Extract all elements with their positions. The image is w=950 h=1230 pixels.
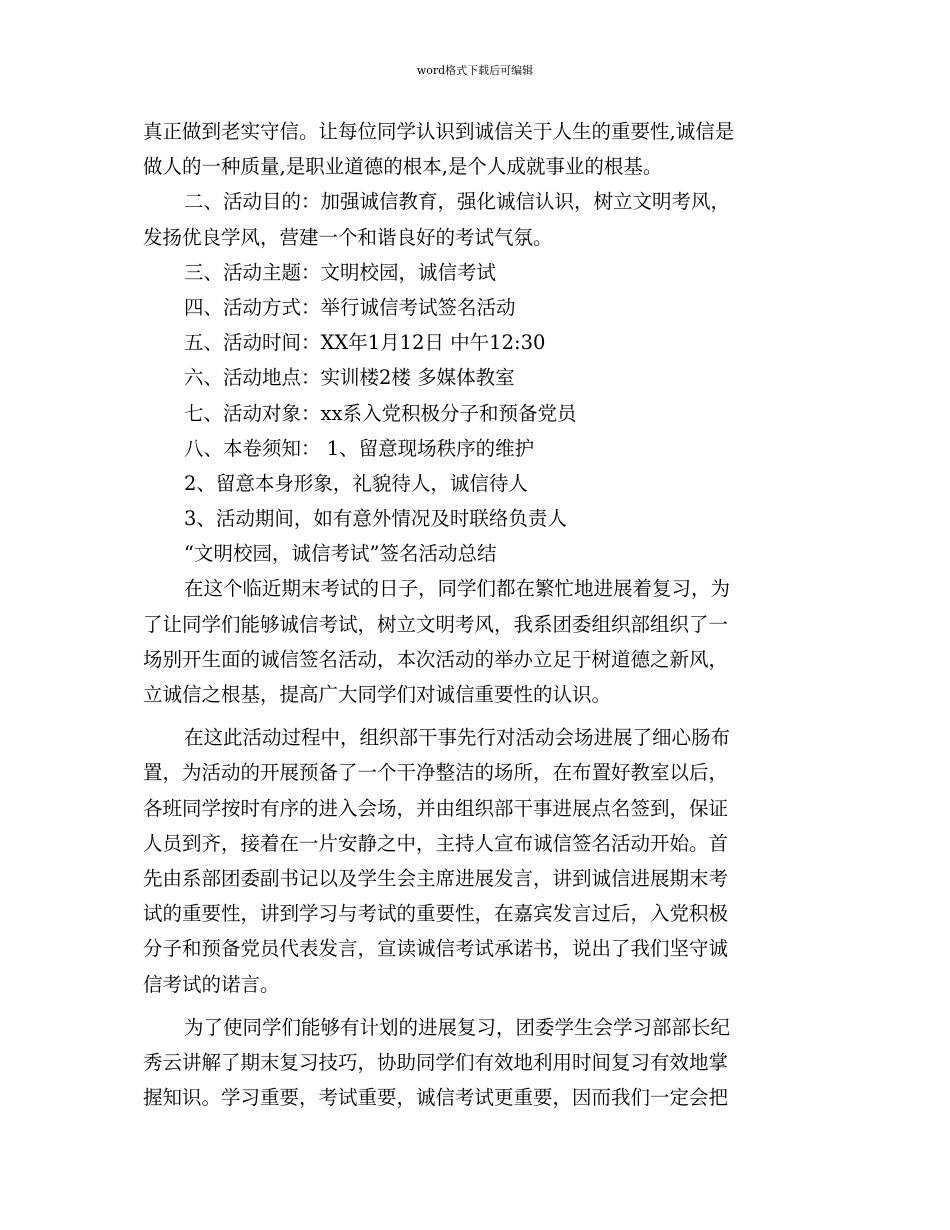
text-line: 八、本卷须知： 1、留意现场秩序的维护 <box>184 436 535 460</box>
text-line: 信考试的诺言。 <box>143 972 280 996</box>
text-line: 试的重要性，讲到学习与考试的重要性，在嘉宾发言过后，入党积极 <box>143 902 729 926</box>
text-line: 立诚信之根基，提高广大同学们对诚信重要性的认识。 <box>143 683 612 706</box>
text-line: 做人的一种质量,是职业道德的根本,是个人成就事业的根基。 <box>143 155 663 179</box>
text-line: 分子和预备党员代表发言，宣读诚信考试承诺书，说出了我们坚守诚 <box>143 937 729 961</box>
text-line: 二、活动目的：加强诚信教育，强化诚信认识，树立文明考风， <box>184 190 731 214</box>
text-line: 各班同学按时有序的进入会场，并由组织部干事进展点名签到，保证 <box>143 796 729 820</box>
text-line: 2、留意本身形象，礼貌待人，诚信待人 <box>184 471 528 495</box>
text-line: 真正做到老实守信。让每位同学认识到诚信关于人生的重要性,诚信是 <box>143 120 735 143</box>
text-line: 握知识。学习重要，考试重要，诚信考试更重要，因而我们一定会把 <box>143 1086 729 1110</box>
text-line: 七、活动对象：xx系入党积极分子和预备党员 <box>184 401 577 425</box>
text-line: 在这此活动过程中，组织部干事先行对活动会场进展了细心肠布 <box>184 726 731 750</box>
text-line: 了让同学们能够诚信考试，树立文明考风，我系团委组织部组织了一 <box>143 612 729 636</box>
paragraph-gap <box>143 712 813 720</box>
text-line: 为了使同学们能够有计划的进展复习，团委学生会学习部部长纪 <box>184 1015 731 1039</box>
text-line: “文明校园，诚信考试”签名活动总结 <box>184 542 497 566</box>
text-line: 场别开生面的诚信签名活动，本次活动的举办立足于树道德之新风， <box>143 647 729 671</box>
text-line: 六、活动地点：实训楼2楼 多媒体教室 <box>184 366 515 390</box>
text-line: 发扬优良学风，营建一个和谐良好的考试气氛。 <box>143 225 553 249</box>
text-line: 置，为活动的开展预备了一个干净整洁的场所，在布置好教室以后， <box>143 761 729 785</box>
text-line: 三、活动主题：文明校园，诚信考试 <box>184 260 497 284</box>
text-line: 先由系部团委副书记以及学生会主席进展发言，讲到诚信进展期末考 <box>143 866 729 890</box>
text-line: 人员到齐，接着在一片安静之中，主持人宣布诚信签名活动开始。首 <box>143 831 729 855</box>
text-line: 3、活动期间，如有意外情况及时联络负责人 <box>184 507 567 531</box>
text-line: 秀云讲解了期末复习技巧，协助同学们有效地利用时间复习有效地掌 <box>143 1050 729 1074</box>
document-body <box>143 114 813 1115</box>
text-line: 四、活动方式：举行诚信考试签名活动 <box>184 295 516 319</box>
paragraph-gap <box>143 1002 813 1010</box>
text-line: 五、活动时间：XX年1月12日 中午12:30 <box>184 331 546 355</box>
text-line: 在这个临近期末考试的日子，同学们都在繁忙地进展着复习，为 <box>184 577 731 601</box>
page-header: word格式下载后可编辑 <box>416 64 534 77</box>
